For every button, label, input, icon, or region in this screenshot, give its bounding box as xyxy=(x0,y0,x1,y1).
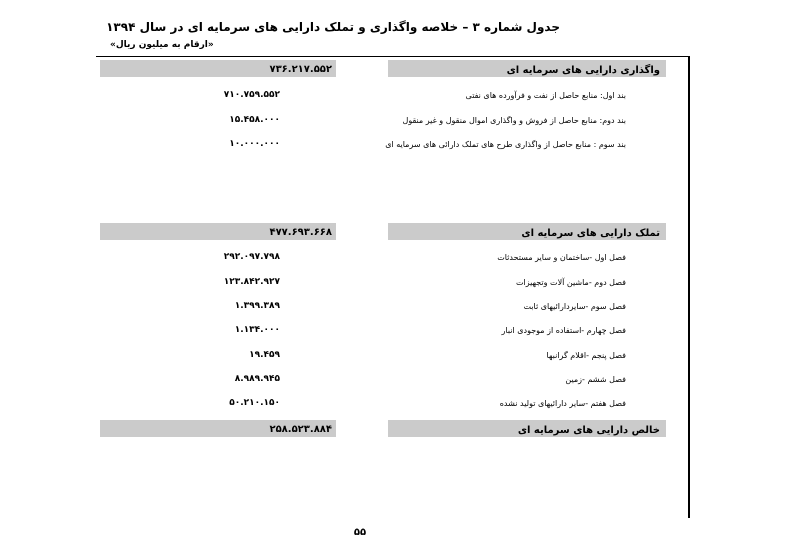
disposal-row-value: ۱۵.۴۵۸.۰۰۰ xyxy=(229,115,280,125)
acquisition-row-value: ۵۰.۲۱۰.۱۵۰ xyxy=(229,398,280,408)
net-heading: خالص دارایی های سرمایه ای xyxy=(517,425,660,436)
acquisition-total-bar xyxy=(100,223,336,240)
acquisition-total: ۴۷۷.۶۹۳.۶۶۸ xyxy=(269,227,332,238)
net-header-bar xyxy=(388,420,666,437)
unit-note: «ارقام به میلیون ریال» xyxy=(110,40,214,50)
disposal-header-bar xyxy=(388,60,666,77)
disposal-row-value: ۱۰.۰۰۰.۰۰۰ xyxy=(229,139,280,149)
disposal-row-label: بند اول: منابع حاصل از نفت و فرآورده های نفتی xyxy=(465,91,626,100)
page-number: ۵۵ xyxy=(353,527,367,538)
acquisition-row-label: فصل ششم -زمین xyxy=(565,375,626,384)
acquisition-row-value: ۱.۱۳۴.۰۰۰ xyxy=(234,325,280,335)
net-total-bar xyxy=(100,420,336,437)
acquisition-row-value: ۱.۳۹۹.۳۸۹ xyxy=(234,301,280,311)
acquisition-row-label: فصل چهارم -استفاده از موجودی انبار xyxy=(501,326,626,335)
disposal-total: ۷۳۶.۲۱۷.۵۵۲ xyxy=(269,64,332,75)
acquisition-row-label: فصل هفتم -سایر دارائیهای تولید نشده xyxy=(499,399,626,408)
disposal-row-value: ۷۱۰.۷۵۹.۵۵۲ xyxy=(223,90,280,100)
acquisition-row-label: فصل دوم -ماشین آلات وتجهیزات xyxy=(515,278,626,287)
acquisition-row-label: فصل پنجم -اقلام گرانبها xyxy=(546,351,626,360)
acquisition-row-label: فصل سوم -سایردارائیهای ثابت xyxy=(523,302,626,311)
acquisition-row-value: ۱۲۳.۸۴۲.۹۲۷ xyxy=(223,277,280,287)
acquisition-heading: تملک دارایی های سرمایه ای xyxy=(521,228,660,239)
disposal-total-bar xyxy=(100,60,336,77)
table-frame xyxy=(96,56,690,518)
acquisition-row-label: فصل اول -ساختمان و سایر مستحدثات xyxy=(497,253,626,262)
disposal-row-label: بند دوم: منابع حاصل از فروش و واگذاری اموال منقول و غیر منقول xyxy=(402,116,626,125)
acquisition-row-value: ۸.۹۸۹.۹۴۵ xyxy=(234,374,280,384)
disposal-heading: واگذاری دارایی های سرمایه ای xyxy=(506,65,660,76)
disposal-row-label: بند سوم : منابع حاصل از واگذاری طرح های تملک دارائی های سرمایه ای xyxy=(385,140,626,149)
table-title: جدول شماره ۳ – خلاصه واگذاری و تملک دارایی های سرمایه ای در سال ۱۳۹۴ xyxy=(106,20,560,34)
acquisition-row-value: ۱۹.۴۵۹ xyxy=(249,350,280,360)
acquisition-row-value: ۲۹۲.۰۹۷.۷۹۸ xyxy=(223,252,280,262)
net-total: ۲۵۸.۵۲۳.۸۸۴ xyxy=(269,424,332,435)
acquisition-header-bar xyxy=(388,223,666,240)
